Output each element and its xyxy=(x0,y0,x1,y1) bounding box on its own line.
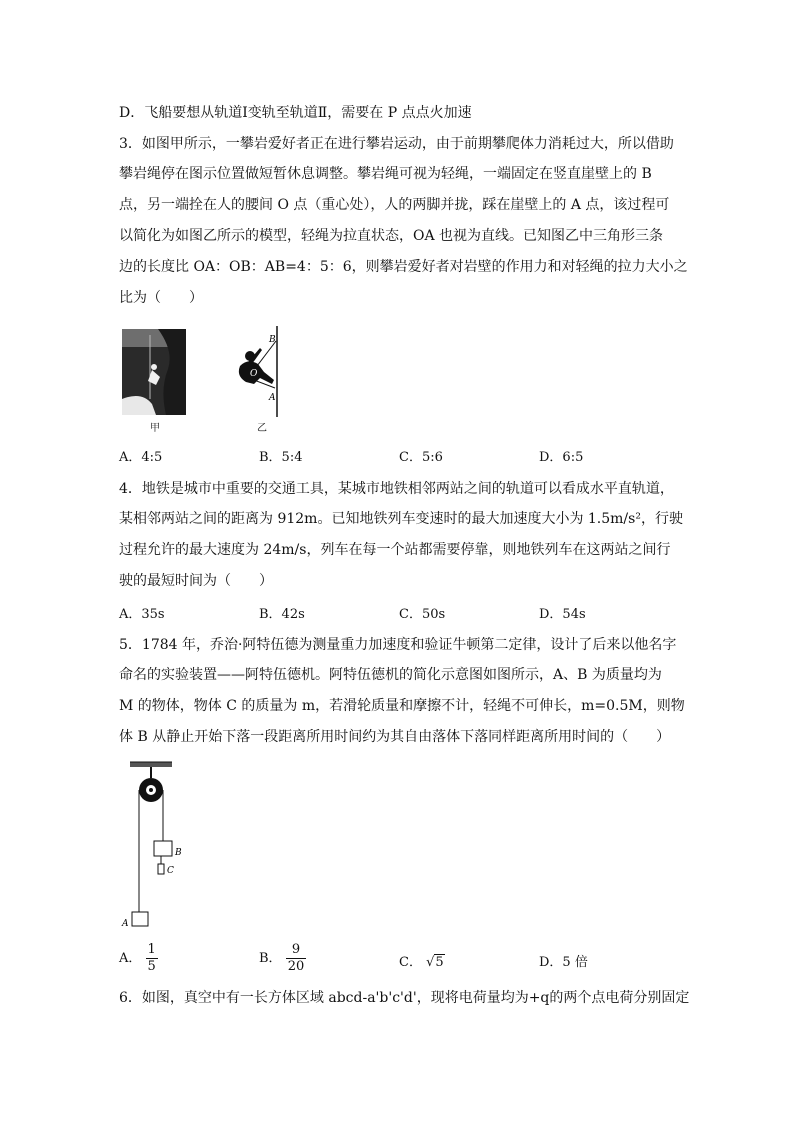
q5-choice-d[interactable]: D．5 倍 xyxy=(539,955,588,970)
q3-choice-d[interactable]: D．6:5 xyxy=(539,450,584,465)
label-a: A xyxy=(122,919,129,929)
q5-text-line-4: 体 B 从静止开始下落一段距离所用时间约为其自由落体下落同样距离所用时间的（ ） xyxy=(119,729,671,745)
atwood-machine-diagram xyxy=(120,760,190,932)
figure-jia-caption: 甲 xyxy=(150,423,160,434)
climber-photo xyxy=(122,329,186,415)
q4-choice-b[interactable]: B．42s xyxy=(259,607,305,622)
sqrt-radicand: 5 xyxy=(435,955,444,970)
fraction-numerator: 9 xyxy=(286,942,307,959)
q5-text-line-1: 5．1784 年，乔治·阿特伍德为测量重力加速度和验证牛顿第二定律，设计了后来以他名字 xyxy=(119,637,677,653)
q5-choice-a-prefix: A． xyxy=(119,951,142,966)
q3-text-line-5: 边的长度比 OA：OB：AB=4：5：6，则攀岩爱好者对岩壁的作用力和对轻绳的拉力大小之 xyxy=(119,259,688,275)
q2-option-d: D．飞船要想从轨道Ⅰ变轨至轨道Ⅱ，需要在 P 点点火加速 xyxy=(119,105,472,121)
ceiling xyxy=(130,762,172,767)
label-b: B xyxy=(175,848,182,858)
q3-choice-a[interactable]: A．4:5 xyxy=(119,450,163,465)
q4-choice-d[interactable]: D．54s xyxy=(539,607,586,622)
figure-yi-caption: 乙 xyxy=(257,423,267,434)
q5-text-line-2: 命名的实验装置——阿特伍德机。阿特伍德机的简化示意图如图所示，A、B 为质量均为 xyxy=(119,667,662,683)
q5-text-line-3: M 的物体，物体 C 的质量为 m，若滑轮质量和摩擦不计，轻绳不可伸长，m=0.5M，则物 xyxy=(119,698,685,714)
fraction-denominator: 20 xyxy=(287,959,305,974)
fraction-1-5 xyxy=(146,942,158,975)
label-c: C xyxy=(167,866,174,876)
q3-text-line-4: 以简化为如图乙所示的模型，轻绳为拉直状态，OA 也视为直线。已知图乙中三角形三条 xyxy=(119,228,664,244)
q5-choice-c-prefix: C． xyxy=(399,955,422,970)
sqrt-icon: √ xyxy=(426,955,435,970)
q3-text-line-3: 点，另一端拴在人的腰间 O 点（重心处），人的两脚并拢，踩在崖壁上的 A 点，该过程可 xyxy=(119,197,670,213)
fraction-numerator: 1 xyxy=(147,942,156,957)
q3-text-line-1: 3．如图甲所示，一攀岩爱好者正在进行攀岩运动，由于前期攀爬体力消耗过大，所以借助 xyxy=(119,136,674,152)
block-b xyxy=(154,841,172,856)
q5-choice-b[interactable] xyxy=(259,942,306,975)
q3-text-line-2: 攀岩绳停在图示位置做短暂休息调整。攀岩绳可视为轻绳，一端固定在竖直崖壁上的 B xyxy=(119,166,652,182)
fraction-denominator: 5 xyxy=(147,959,156,974)
fraction-9-20 xyxy=(286,942,307,975)
q3-choice-c[interactable]: C．5:6 xyxy=(399,450,443,465)
q5-choice-b-prefix: B． xyxy=(259,951,282,966)
q5-choices xyxy=(119,942,679,980)
block-a xyxy=(132,912,148,926)
q4-choices xyxy=(119,603,679,623)
q4-choice-a[interactable]: A．35s xyxy=(119,607,165,622)
q4-text-line-1: 4．地铁是城市中重要的交通工具，某城市地铁相邻两站之间的轨道可以看成水平直轨道， xyxy=(119,481,674,497)
q6-text-line-1: 6．如图，真空中有一长方体区域 abcd-a'b'c'd'，现将电荷量均为+q的两个点电荷分别固定 xyxy=(119,990,690,1006)
q4-text-line-3: 过程允许的最大速度为 24m/s，列车在每一个站都需要停靠，则地铁列车在这两站之间行 xyxy=(119,542,671,558)
q5-choice-c[interactable] xyxy=(399,951,445,970)
point-b-label: B xyxy=(269,335,276,345)
q4-text-line-4: 驶的最短时间为（ ） xyxy=(119,573,273,589)
q3-text-line-6: 比为（ ） xyxy=(119,290,203,306)
block-c xyxy=(158,864,164,874)
point-o-label: O xyxy=(250,369,258,379)
q3-choices xyxy=(119,446,679,466)
q4-text-line-2: 某相邻两站之间的距离为 912m。已知地铁列车变速时的最大加速度大小为 1.5m/s²，行驶 xyxy=(119,511,683,527)
point-a-label: A xyxy=(269,393,276,403)
climber-model-diagram xyxy=(228,326,290,418)
q5-choice-a[interactable] xyxy=(119,942,158,975)
q4-choice-c[interactable]: C．50s xyxy=(399,607,446,622)
q3-choice-b[interactable]: B．5:4 xyxy=(259,450,303,465)
